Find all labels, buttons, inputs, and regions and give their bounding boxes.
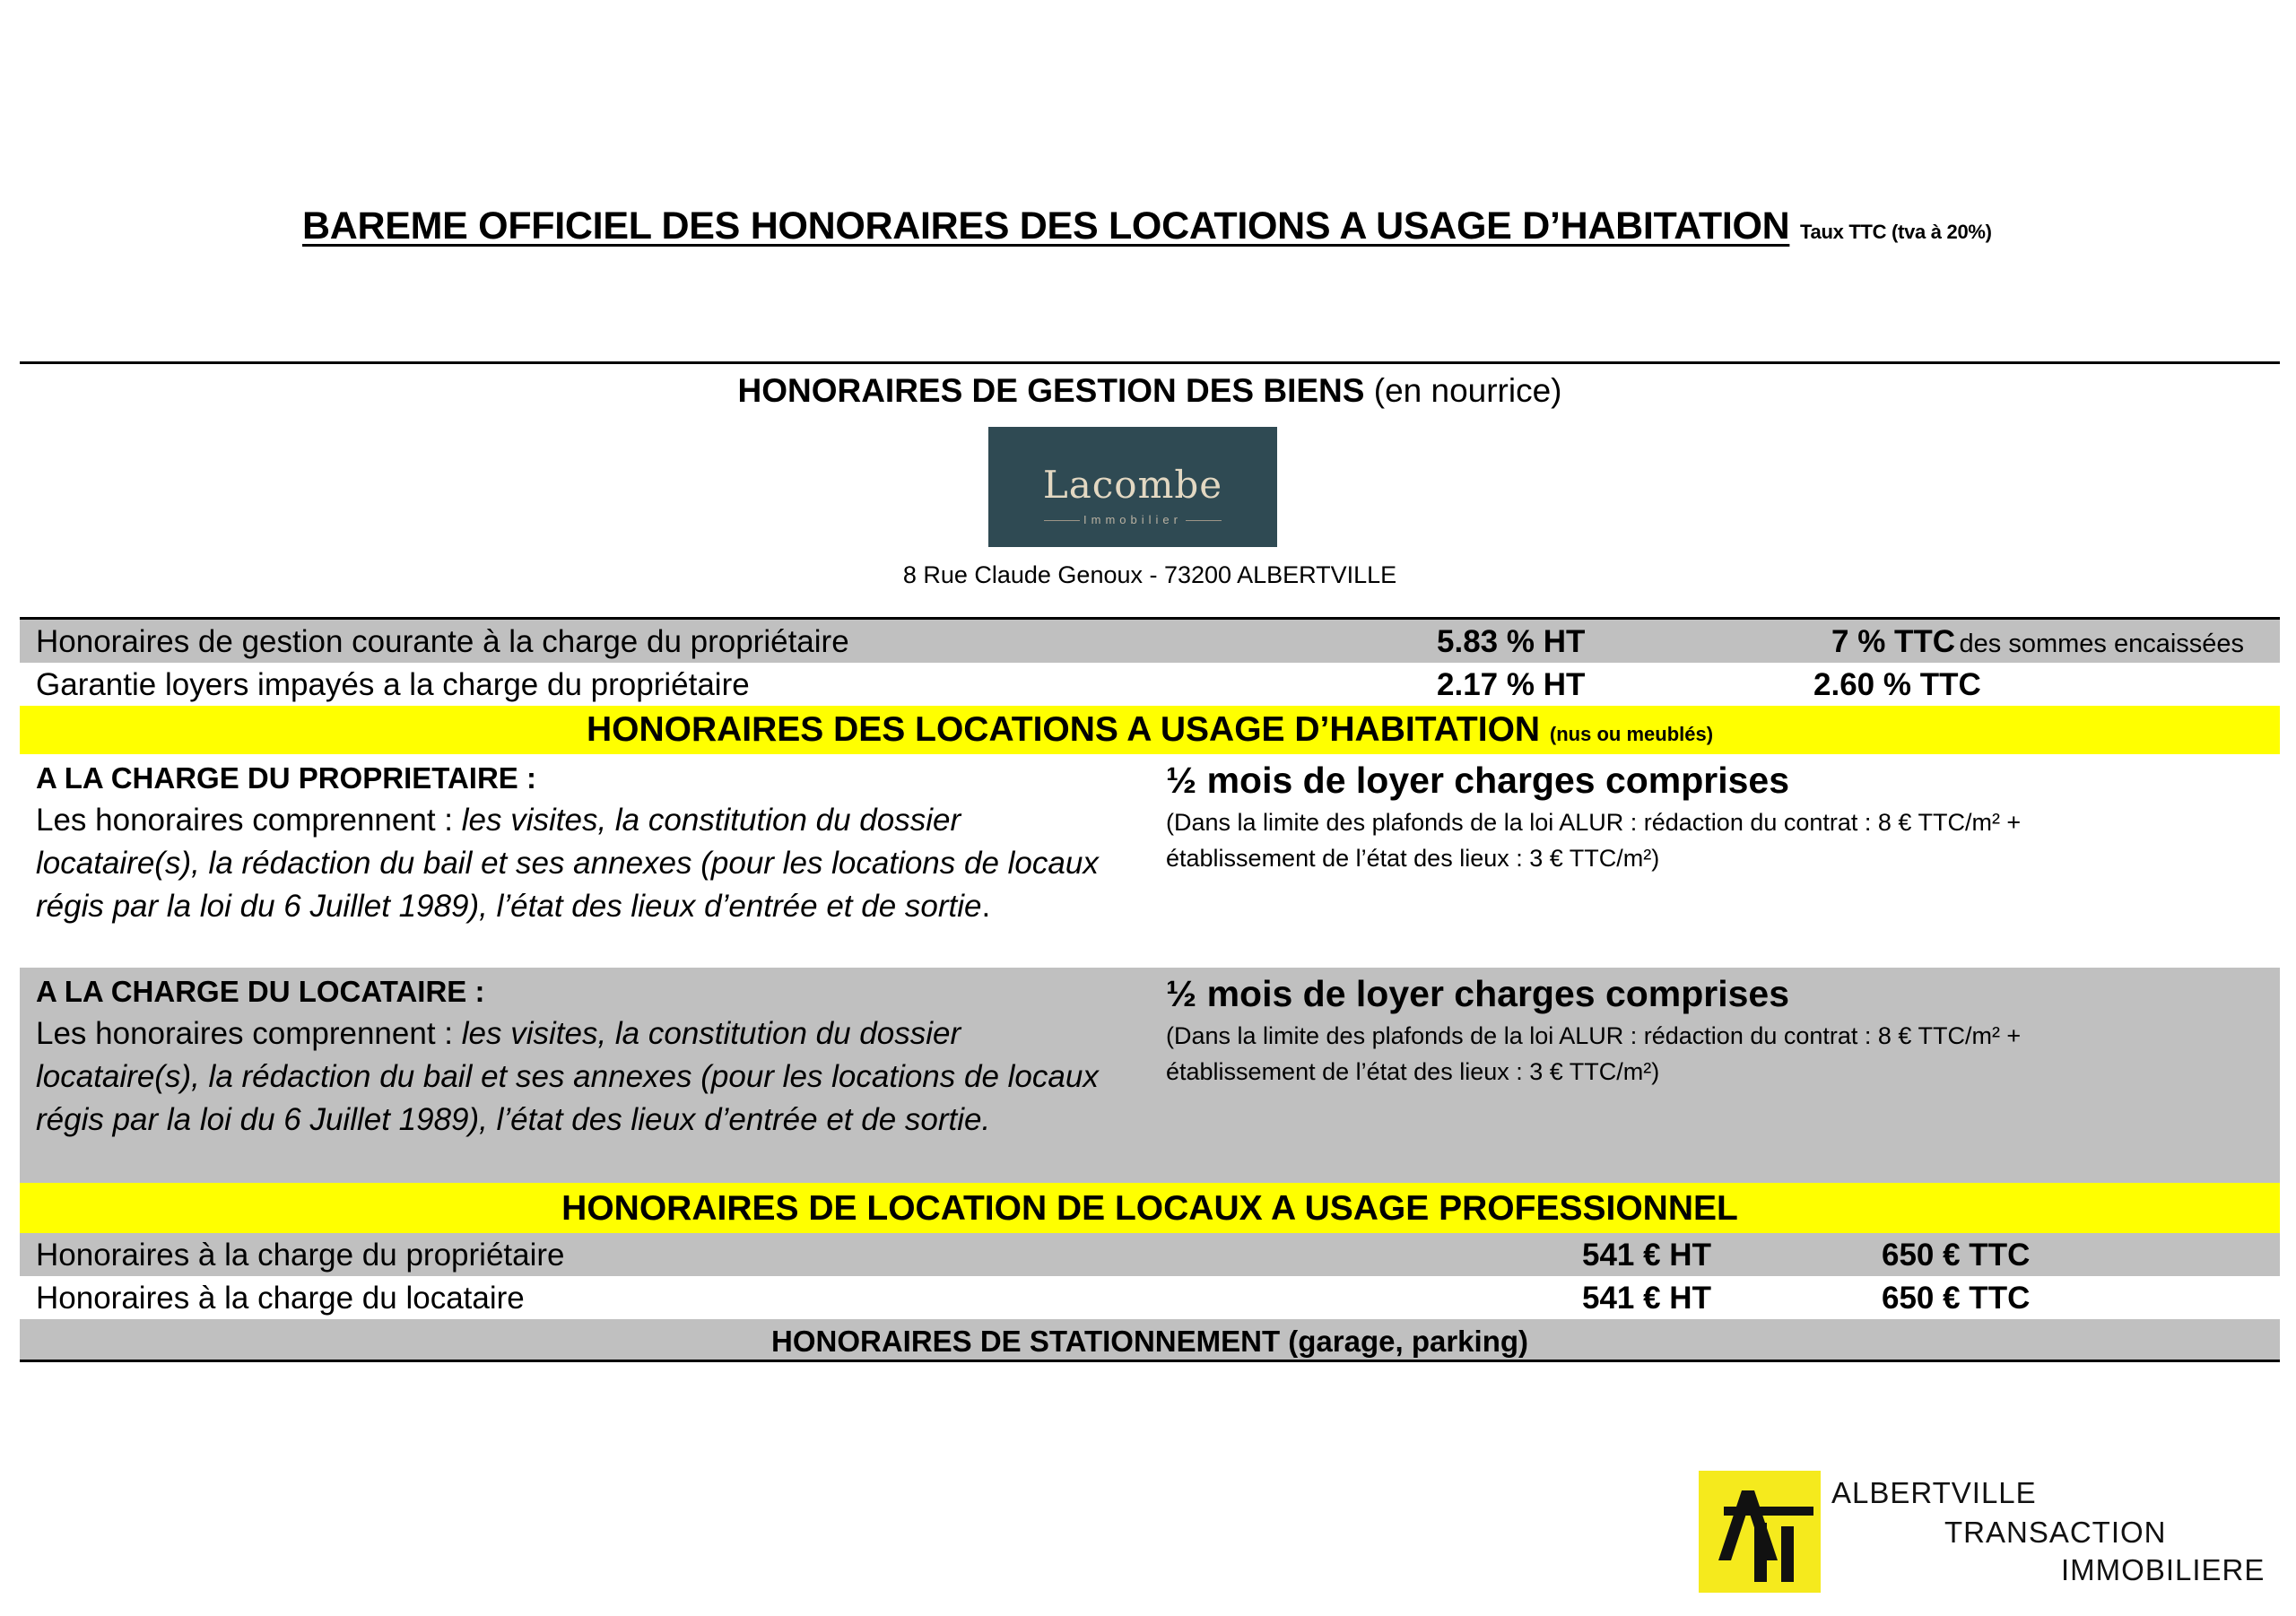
ati-name-line2: TRANSACTION <box>1944 1516 2167 1549</box>
block-description <box>36 1012 1099 1142</box>
row-ttc-value: 650 € TTC <box>1882 1281 2031 1316</box>
ati-logo <box>1699 1471 1821 1593</box>
desc-line: locataire(s), la rédaction du bail et ses annexes (pour les locations de locaux <box>36 846 1099 881</box>
desc-line: les visites, la constitution du dossier <box>461 1016 961 1051</box>
desc-intro: Les honoraires comprennent : <box>36 803 462 838</box>
habitation-title-text: HONORAIRES DES LOCATIONS A USAGE D’HABITATION <box>586 710 1541 749</box>
professional-section-title: HONORAIRES DE LOCATION DE LOCAUX A USAGE PROFESSIONNEL <box>561 1189 1738 1228</box>
alur-note-line: établissement de l’état des lieux : 3 € TTC/m²) <box>1166 845 1660 872</box>
page-title-note: Taux TTC (tva à 20%) <box>1800 221 1992 243</box>
table-row <box>20 620 2280 663</box>
desc-line: régis par la loi du 6 Juillet 1989), l’état des lieux d’entrée et de sortie <box>36 889 982 924</box>
row-ht-value: 541 € HT <box>1582 1238 1711 1273</box>
professional-section-header <box>20 1183 2280 1233</box>
desc-line-end: . <box>981 889 991 924</box>
ati-name-line1: ALBERTVILLE <box>1831 1476 2037 1509</box>
parking-section-title: HONORAIRES DE STATIONNEMENT (garage, parking) <box>770 1325 1528 1358</box>
ati-name-line3: IMMOBILIERE <box>2061 1553 2266 1586</box>
parking-section-row <box>20 1319 2280 1361</box>
alur-note-line: (Dans la limite des plafonds de la loi ALUR : rédaction du contrat : 8 € TTC/m² + <box>1166 809 2022 836</box>
gestion-title-note: (en nourrice) <box>1373 372 1562 409</box>
block-label: A LA CHARGE DU LOCATAIRE : <box>36 975 485 1008</box>
desc-line: locataire(s), la rédaction du bail et ses annexes (pour les locations de locaux <box>36 1059 1099 1094</box>
ati-logo-mark <box>1699 1471 1821 1593</box>
logo-rule-right <box>1186 520 1222 521</box>
row-ttc-value: 2.60 % TTC <box>1813 667 1981 702</box>
row-ttc-cell <box>1831 624 2244 660</box>
page-title <box>302 204 1992 248</box>
alur-note-line: (Dans la limite des plafonds de la loi ALUR : rédaction du contrat : 8 € TTC/m² + <box>1166 1022 2022 1049</box>
agency-address: 8 Rue Claude Genoux - 73200 ALBERTVILLE <box>902 561 1397 588</box>
alur-note-line: établissement de l’état des lieux : 3 € TTC/m²) <box>1166 1058 1660 1085</box>
row-label: Honoraires à la charge du locataire <box>36 1281 525 1316</box>
row-label: Garantie loyers impayés a la charge du propriétaire <box>36 667 750 702</box>
row-ht-value: 5.83 % HT <box>1437 624 1586 659</box>
fee-amount: ½ mois de loyer charges comprises <box>1166 760 1790 801</box>
divider <box>20 1360 2280 1362</box>
habitation-title-note: (nus ou meublés) <box>1549 723 1714 745</box>
row-ttc-note: des sommes encaissées <box>1959 630 2245 658</box>
desc-intro: Les honoraires comprennent : <box>36 1016 462 1051</box>
gestion-title-bold: HONORAIRES DE GESTION DES BIENS <box>737 372 1365 409</box>
row-ht-value: 541 € HT <box>1582 1281 1711 1316</box>
row-label: Honoraires à la charge du propriétaire <box>36 1238 565 1273</box>
desc-line: les visites, la constitution du dossier <box>461 803 961 838</box>
table-row <box>20 1233 2280 1276</box>
block-label: A LA CHARGE DU PROPRIETAIRE : <box>36 761 536 795</box>
tenant-fee-block <box>20 968 2280 1183</box>
row-ttc-value: 650 € TTC <box>1882 1238 2031 1273</box>
alur-note <box>1166 804 2021 876</box>
page-title-text: BAREME OFFICIEL DES HONORAIRES DES LOCATIONS A USAGE D’HABITATION <box>302 204 1790 248</box>
row-ttc-value: 7 % TTC <box>1831 624 1956 659</box>
block-description <box>36 799 1099 928</box>
habitation-section-title <box>20 706 2280 750</box>
gestion-section-title <box>20 372 2280 410</box>
lacombe-logo-name: Lacombe <box>1042 463 1223 507</box>
desc-line: régis par la loi du 6 Juillet 1989), l’état des lieux d’entrée et de sortie. <box>36 1102 991 1137</box>
owner-fee-block <box>20 754 2280 968</box>
alur-note <box>1166 1018 2021 1090</box>
lacombe-logo-sub: Immobilier <box>1083 513 1182 526</box>
habitation-section-header <box>20 706 2280 754</box>
divider <box>20 361 2280 364</box>
row-label: Honoraires de gestion courante à la charge du propriétaire <box>36 624 849 659</box>
lacombe-logo <box>988 427 1277 547</box>
table-row <box>20 663 2280 706</box>
fee-amount: ½ mois de loyer charges comprises <box>1166 973 1790 1014</box>
table-row <box>20 1276 2280 1319</box>
row-ht-value: 2.17 % HT <box>1437 667 1586 702</box>
